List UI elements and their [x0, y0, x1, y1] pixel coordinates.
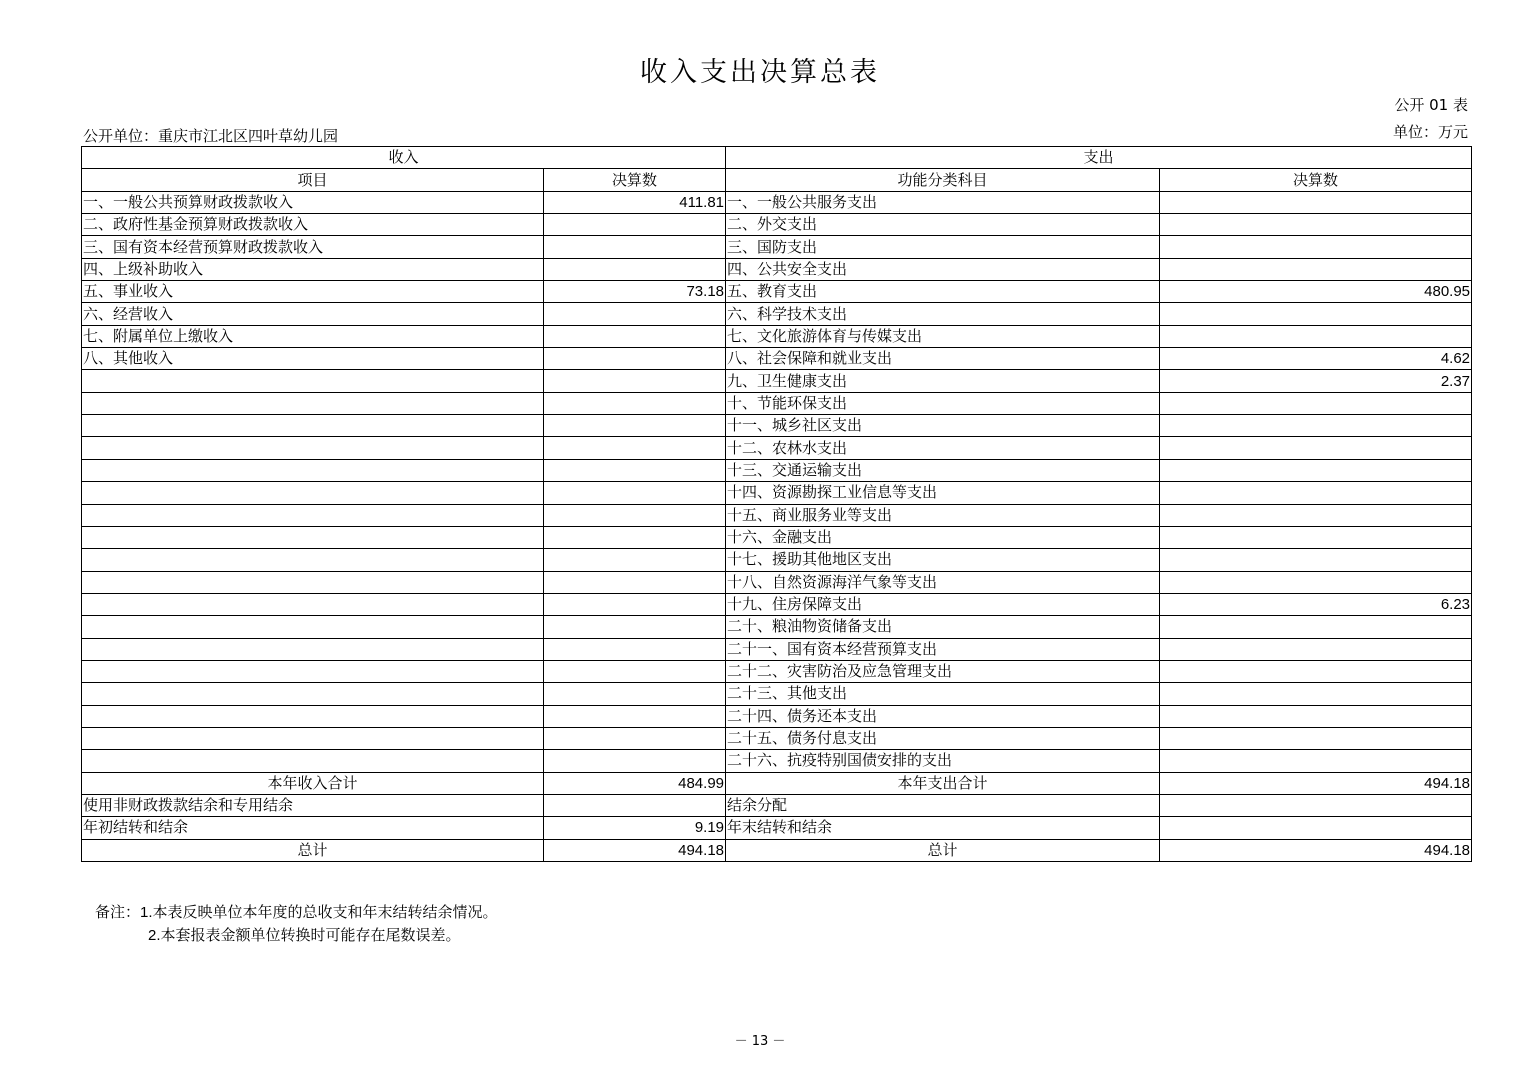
expense-amount-cell: 480.95	[1160, 281, 1472, 303]
income-item-cell	[82, 549, 544, 571]
organization-label: 公开单位：重庆市江北区四叶草幼儿园	[83, 127, 339, 145]
expense-amount-cell: 2.37	[1160, 370, 1472, 392]
income-item-cell	[82, 638, 544, 660]
expense-amount-cell	[1160, 683, 1472, 705]
income-amount-cell	[544, 638, 726, 660]
table-row	[82, 258, 1472, 280]
expense-item-cell: 十一、城乡社区支出	[726, 415, 1160, 437]
expense-item-cell: 十八、自然资源海洋气象等支出	[726, 571, 1160, 593]
expense-amount-cell	[1160, 459, 1472, 481]
expense-amount-cell	[1160, 482, 1472, 504]
income-item-cell: 七、附属单位上缴收入	[82, 325, 544, 347]
income-amount-cell	[544, 325, 726, 347]
table-row	[82, 794, 1472, 816]
expense-item-cell: 十四、资源勘探工业信息等支出	[726, 482, 1160, 504]
income-item-cell	[82, 750, 544, 772]
table-row	[82, 236, 1472, 258]
expense-item-cell: 十三、交通运输支出	[726, 459, 1160, 481]
income-item-cell: 八、其他收入	[82, 348, 544, 370]
table-row	[82, 750, 1472, 772]
expense-item-cell: 结余分配	[726, 794, 1160, 816]
table-row	[82, 638, 1472, 660]
income-amount-cell	[544, 571, 726, 593]
income-amount-cell	[544, 214, 726, 236]
col-item-header: 项目	[82, 169, 544, 191]
table-row	[82, 459, 1472, 481]
income-item-cell: 使用非财政拨款结余和专用结余	[82, 794, 544, 816]
expense-item-cell: 二十、粮油物资储备支出	[726, 616, 1160, 638]
income-amount-cell: 411.81	[544, 191, 726, 213]
income-amount-cell	[544, 683, 726, 705]
income-amount-cell: 484.99	[544, 772, 726, 794]
income-amount-cell	[544, 794, 726, 816]
table-row	[82, 593, 1472, 615]
expense-amount-cell	[1160, 325, 1472, 347]
expense-item-cell: 二、外交支出	[726, 214, 1160, 236]
expense-item-cell: 十二、农林水支出	[726, 437, 1160, 459]
table-row	[82, 303, 1472, 325]
table-row	[82, 392, 1472, 414]
expense-amount-cell	[1160, 236, 1472, 258]
income-item-cell	[82, 705, 544, 727]
income-amount-cell: 494.18	[544, 839, 726, 861]
unit-label: 单位：万元	[1392, 123, 1468, 141]
expense-item-cell: 十五、商业服务业等支出	[726, 504, 1160, 526]
income-item-cell: 总计	[82, 839, 544, 861]
note-2-number: 2.	[148, 927, 161, 944]
income-amount-cell	[544, 593, 726, 615]
income-amount-cell	[544, 549, 726, 571]
page-title: 收入支出决算总表	[640, 57, 880, 88]
income-amount-cell	[544, 303, 726, 325]
table-row	[82, 727, 1472, 749]
table-row	[82, 504, 1472, 526]
income-amount-cell	[544, 258, 726, 280]
expense-amount-cell	[1160, 705, 1472, 727]
income-item-cell: 年初结转和结余	[82, 817, 544, 839]
expense-amount-cell: 4.62	[1160, 348, 1472, 370]
income-amount-cell	[544, 236, 726, 258]
note-1-number: 1.	[140, 904, 153, 921]
expense-item-cell: 二十五、债务付息支出	[726, 727, 1160, 749]
table-row	[82, 348, 1472, 370]
form-number: 公开 01 表	[1394, 96, 1468, 114]
income-item-cell	[82, 526, 544, 548]
note-2-text: 本套报表金额单位转换时可能存在尾数误差。	[160, 926, 461, 944]
income-amount-cell	[544, 750, 726, 772]
expense-item-cell: 十七、援助其他地区支出	[726, 549, 1160, 571]
income-amount-cell	[544, 348, 726, 370]
expense-amount-cell	[1160, 638, 1472, 660]
expense-item-cell: 七、文化旅游体育与传媒支出	[726, 325, 1160, 347]
expense-item-cell: 五、教育支出	[726, 281, 1160, 303]
expense-item-cell: 十六、金融支出	[726, 526, 1160, 548]
expense-item-cell: 二十四、债务还本支出	[726, 705, 1160, 727]
income-item-cell	[82, 459, 544, 481]
income-item-cell: 四、上级补助收入	[82, 258, 544, 280]
table-row	[82, 325, 1472, 347]
expense-amount-cell	[1160, 571, 1472, 593]
table-row	[82, 660, 1472, 682]
income-item-cell	[82, 727, 544, 749]
income-amount-cell	[544, 504, 726, 526]
page-number: － 13 －	[734, 1034, 786, 1049]
income-item-cell	[82, 482, 544, 504]
income-amount-cell	[544, 727, 726, 749]
expense-item-cell: 一、一般公共服务支出	[726, 191, 1160, 213]
income-amount-cell	[544, 370, 726, 392]
income-item-cell: 一、一般公共预算财政拨款收入	[82, 191, 544, 213]
income-amount-cell	[544, 616, 726, 638]
table-row	[82, 817, 1472, 839]
income-amount-cell: 9.19	[544, 817, 726, 839]
income-amount-cell	[544, 660, 726, 682]
expense-amount-cell	[1160, 616, 1472, 638]
income-item-cell	[82, 683, 544, 705]
expense-item-cell: 二十一、国有资本经营预算支出	[726, 638, 1160, 660]
table-row	[82, 571, 1472, 593]
expense-amount-cell	[1160, 191, 1472, 213]
col-income-amount-header: 决算数	[544, 169, 726, 191]
income-item-cell	[82, 616, 544, 638]
expense-header: 支出	[726, 147, 1472, 169]
income-item-cell	[82, 593, 544, 615]
expense-item-cell: 二十三、其他支出	[726, 683, 1160, 705]
expense-item-cell: 六、科学技术支出	[726, 303, 1160, 325]
table-row	[82, 370, 1472, 392]
income-amount-cell	[544, 437, 726, 459]
income-amount-cell	[544, 526, 726, 548]
table-row	[82, 526, 1472, 548]
income-header: 收入	[82, 147, 726, 169]
expense-item-cell: 十、节能环保支出	[726, 392, 1160, 414]
expense-item-cell: 年末结转和结余	[726, 817, 1160, 839]
note-label: 备注：	[95, 903, 141, 921]
note-line-2	[148, 924, 461, 945]
expense-amount-cell	[1160, 750, 1472, 772]
col-expense-amount-header: 决算数	[1160, 169, 1472, 191]
table-row	[82, 772, 1472, 794]
col-function-header: 功能分类科目	[726, 169, 1160, 191]
income-amount-cell	[544, 392, 726, 414]
income-amount-cell	[544, 482, 726, 504]
income-amount-cell: 73.18	[544, 281, 726, 303]
table-row	[82, 437, 1472, 459]
expense-amount-cell: 494.18	[1160, 839, 1472, 861]
income-item-cell	[82, 660, 544, 682]
table-row	[82, 214, 1472, 236]
table-column-header	[82, 169, 1472, 191]
income-item-cell: 五、事业收入	[82, 281, 544, 303]
table-row	[82, 191, 1472, 213]
expense-amount-cell	[1160, 415, 1472, 437]
expense-amount-cell	[1160, 392, 1472, 414]
table-row	[82, 281, 1472, 303]
expense-item-cell: 八、社会保障和就业支出	[726, 348, 1160, 370]
expense-item-cell: 二十二、灾害防治及应急管理支出	[726, 660, 1160, 682]
expense-amount-cell	[1160, 258, 1472, 280]
table-row	[82, 616, 1472, 638]
expense-item-cell: 十九、住房保障支出	[726, 593, 1160, 615]
income-item-cell: 本年收入合计	[82, 772, 544, 794]
table-group-header	[82, 147, 1472, 169]
table-row	[82, 839, 1472, 861]
income-item-cell: 三、国有资本经营预算财政拨款收入	[82, 236, 544, 258]
table-row	[82, 415, 1472, 437]
income-item-cell	[82, 571, 544, 593]
expense-item-cell: 本年支出合计	[726, 772, 1160, 794]
expense-amount-cell: 6.23	[1160, 593, 1472, 615]
income-amount-cell	[544, 459, 726, 481]
note-1-text: 本表反映单位本年度的总收支和年末结转结余情况。	[152, 903, 498, 921]
income-item-cell	[82, 392, 544, 414]
table-row	[82, 683, 1472, 705]
expense-item-cell: 总计	[726, 839, 1160, 861]
budget-table	[81, 146, 1472, 862]
table-row	[82, 482, 1472, 504]
income-amount-cell	[544, 705, 726, 727]
income-item-cell: 二、政府性基金预算财政拨款收入	[82, 214, 544, 236]
income-item-cell: 六、经营收入	[82, 303, 544, 325]
expense-item-cell: 九、卫生健康支出	[726, 370, 1160, 392]
note-line-1	[95, 901, 498, 922]
income-item-cell	[82, 504, 544, 526]
expense-amount-cell	[1160, 303, 1472, 325]
table-row	[82, 705, 1472, 727]
expense-item-cell: 四、公共安全支出	[726, 258, 1160, 280]
expense-amount-cell	[1160, 794, 1472, 816]
income-item-cell	[82, 437, 544, 459]
expense-amount-cell	[1160, 660, 1472, 682]
income-amount-cell	[544, 415, 726, 437]
expense-amount-cell	[1160, 727, 1472, 749]
table-row	[82, 549, 1472, 571]
expense-amount-cell	[1160, 437, 1472, 459]
expense-amount-cell	[1160, 214, 1472, 236]
income-item-cell	[82, 415, 544, 437]
expense-amount-cell: 494.18	[1160, 772, 1472, 794]
expense-amount-cell	[1160, 549, 1472, 571]
expense-amount-cell	[1160, 504, 1472, 526]
expense-amount-cell	[1160, 526, 1472, 548]
income-item-cell	[82, 370, 544, 392]
expense-item-cell: 三、国防支出	[726, 236, 1160, 258]
expense-item-cell: 二十六、抗疫特别国债安排的支出	[726, 750, 1160, 772]
expense-amount-cell	[1160, 817, 1472, 839]
